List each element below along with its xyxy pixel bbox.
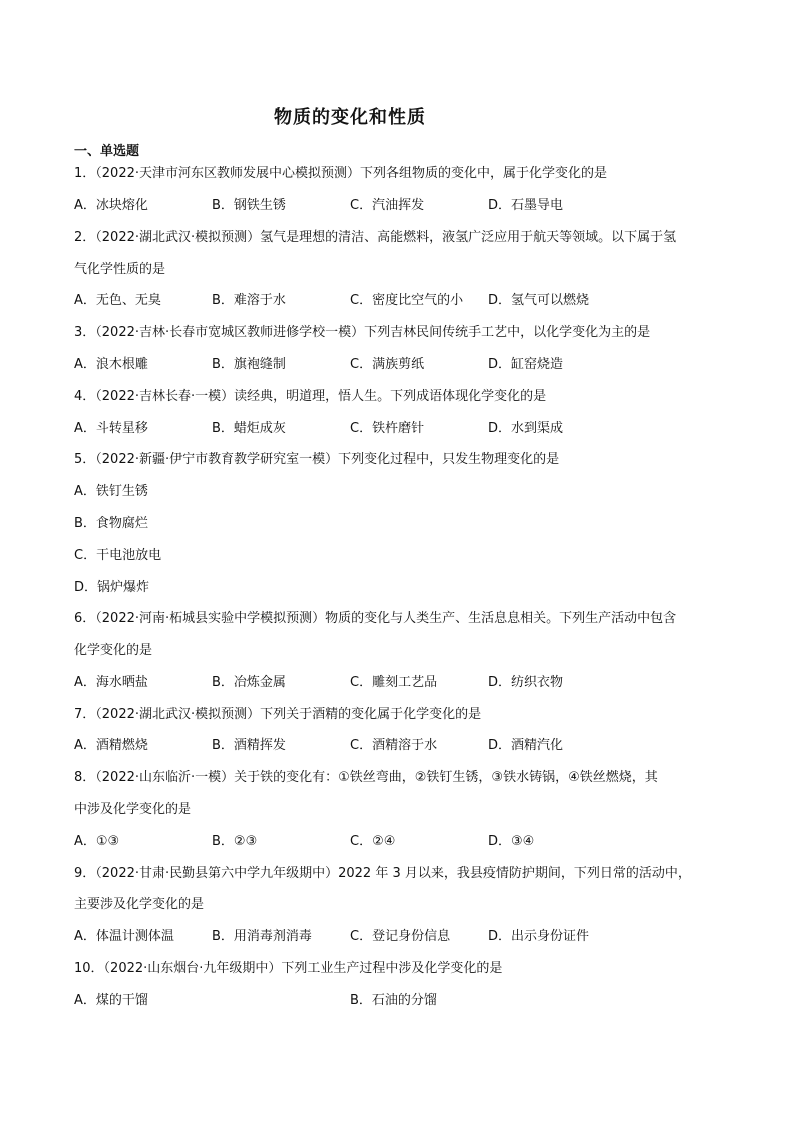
question-7-options	[74, 730, 724, 762]
question-4-stem: 4．（2022·吉林长春·一模）读经典，明道理，悟人生。下列成语体现化学变化的是	[74, 389, 547, 404]
option-b: B．②③	[212, 834, 258, 849]
question-2-options	[74, 285, 724, 317]
question-8-stem-line1: 8．（2022·山东临沂·一模）关于铁的变化有：①铁丝弯曲，②铁钉生锈，③铁水铸锅，④铁丝燃烧，其	[74, 770, 658, 785]
question-2-stem-line1: 2．（2022·湖北武汉·模拟预测）氢气是理想的清洁、高能燃料，液氢广泛应用于航天等领域。以下属于氢	[74, 230, 677, 245]
option-d: D．氢气可以燃烧	[488, 293, 590, 308]
option-d: D．纺织衣物	[488, 675, 564, 690]
question-4-options	[74, 413, 724, 445]
option-c: C．登记身份信息	[350, 929, 451, 944]
option-c: C．密度比空气的小	[350, 293, 464, 308]
question-9-stem-line2: 主要涉及化学变化的是	[74, 897, 205, 912]
option-c: C．酒精溶于水	[350, 738, 438, 753]
option-b: B．钢铁生锈	[212, 198, 286, 213]
option-b: B．蜡炬成灰	[212, 421, 286, 436]
option-a: A．铁钉生锈	[74, 484, 148, 499]
question-6-options	[74, 667, 724, 699]
page-title: 物质的变化和性质	[274, 107, 426, 128]
question-1-stem: 1．（2022·天津市河东区教师发展中心模拟预测）下列各组物质的变化中，属于化学变化的是	[74, 166, 607, 181]
option-b: B．石油的分馏	[350, 993, 437, 1008]
option-b: B．旗袍缝制	[212, 357, 286, 372]
question-6-stem-line1: 6．（2022·河南·柘城县实验中学模拟预测）物质的变化与人类生产、生活息息相关。下列生产活动中包含	[74, 611, 677, 626]
option-d: D．缸窑烧造	[488, 357, 564, 372]
option-d: D．石墨导电	[488, 198, 564, 213]
option-d: D．水到渠成	[488, 421, 564, 436]
question-9-stem-line1: 9．（2022·甘肃·民勤县第六中学九年级期中）2022 年 3 月以来，我县疫情防护期间，下列日常的活动中，	[74, 866, 691, 881]
question-8-options	[74, 826, 724, 858]
option-d: D．③④	[488, 834, 535, 849]
question-8-stem-line2: 中涉及化学变化的是	[74, 802, 192, 817]
option-b: B．食物腐烂	[74, 516, 148, 531]
option-c: C．干电池放电	[74, 548, 162, 563]
option-c: C．铁杵磨针	[350, 421, 425, 436]
option-a: A．海水晒盐	[74, 675, 148, 690]
option-c: C．汽油挥发	[350, 198, 425, 213]
question-2-stem-line2: 气化学性质的是	[74, 262, 166, 277]
option-b: B．用消毒剂消毒	[212, 929, 312, 944]
option-d: D．酒精汽化	[488, 738, 564, 753]
option-a: A．冰块熔化	[74, 198, 148, 213]
question-7-stem: 7．（2022·湖北武汉·模拟预测）下列关于酒精的变化属于化学变化的是	[74, 707, 482, 722]
option-a: A．浪木根雕	[74, 357, 148, 372]
question-1-options	[74, 190, 724, 222]
question-10-options	[74, 985, 724, 1017]
option-d: D．出示身份证件	[488, 929, 590, 944]
question-3-options	[74, 349, 724, 381]
option-a: A．无色、无臭	[74, 293, 161, 308]
option-b: B．难溶于水	[212, 293, 286, 308]
question-10-stem: 10．（2022·山东烟台·九年级期中）下列工业生产过程中涉及化学变化的是	[74, 961, 503, 976]
option-a: A．斗转星移	[74, 421, 148, 436]
question-5-stem: 5．（2022·新疆·伊宁市教育教学研究室一模）下列变化过程中，只发生物理变化的是	[74, 452, 560, 467]
option-a: A．酒精燃烧	[74, 738, 148, 753]
question-9-options	[74, 921, 724, 953]
option-a: A．体温计测体温	[74, 929, 174, 944]
option-c: C．②④	[350, 834, 396, 849]
option-c: C．满族剪纸	[350, 357, 425, 372]
option-a: A．①③	[74, 834, 120, 849]
option-b: B．酒精挥发	[212, 738, 286, 753]
question-6-stem-line2: 化学变化的是	[74, 643, 153, 658]
question-3-stem: 3．（2022·吉林·长春市宽城区教师进修学校一模）下列吉林民间传统手工艺中，以化学变化为主的是	[74, 325, 651, 340]
option-c: C．雕刻工艺品	[350, 675, 438, 690]
option-d: D．锅炉爆炸	[74, 580, 150, 595]
option-a: A．煤的干馏	[74, 993, 148, 1008]
option-b: B．冶炼金属	[212, 675, 286, 690]
section-heading: 一、单选题	[74, 144, 140, 159]
